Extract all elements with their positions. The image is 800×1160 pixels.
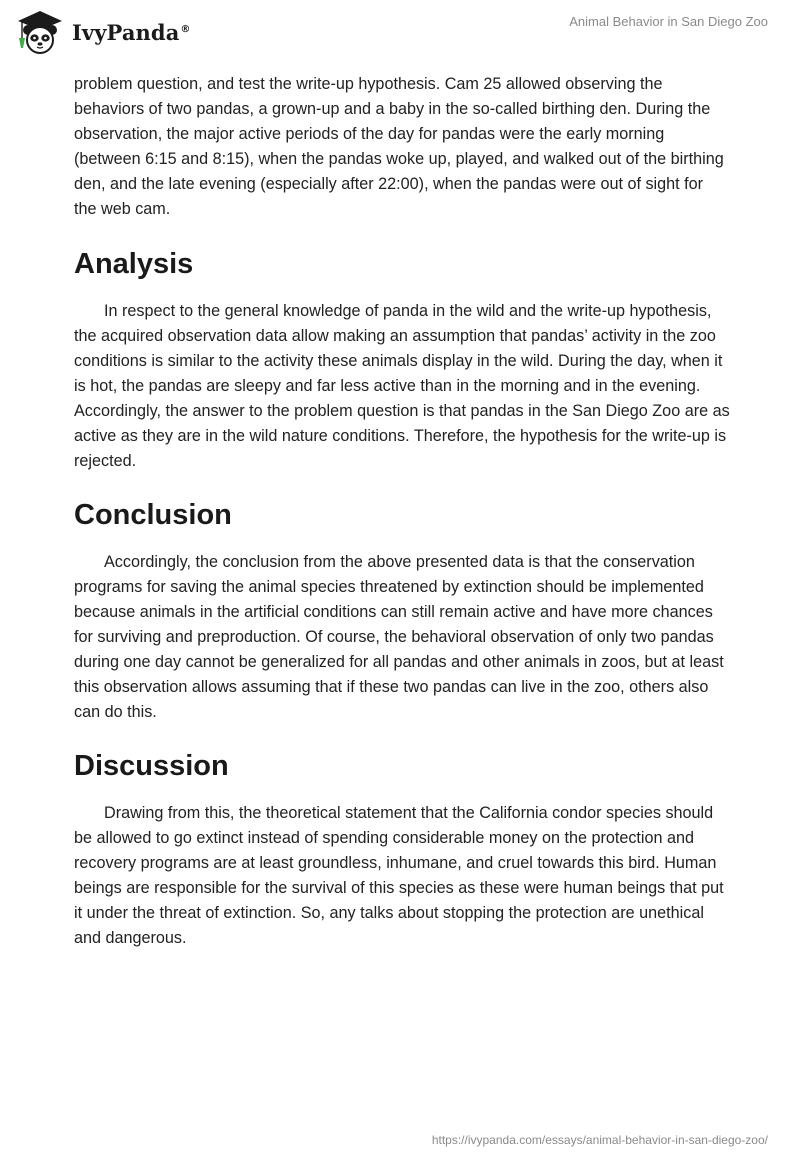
source-url-link[interactable]: https://ivypanda.com/essays/animal-behavior-in-san-diego-zoo/ [431, 1133, 768, 1147]
section-heading-conclusion: Conclusion [74, 499, 232, 531]
brand-name: IvyPanda® [72, 19, 191, 45]
section-heading-discussion: Discussion [74, 750, 229, 782]
registered-mark: ® [180, 23, 191, 35]
document-title: Animal Behavior in San Diego Zoo [569, 14, 768, 29]
section-text-discussion: Drawing from this, the theoretical statement that the California condor species should be allowed to go extinct instead of spending considerable money on the protection and recovery programs are at least groundless, inhumane, and cruel towards this bird. Human beings are responsible for the survival of this species as these were human beings that put it under the threat of extinction. So, any talks about stopping the protection are unethical and dangerous. [74, 804, 724, 947]
panda-graduation-cap-icon [14, 8, 64, 56]
brand-logo[interactable] [14, 8, 191, 56]
essay-content [74, 72, 730, 951]
section-text-analysis: In respect to the general knowledge of panda in the wild and the write-up hypothesis, the acquired observation data allow making an assumption that pandas’ activity in the zoo conditions is similar to the activity these animals display in the wild. During the day, when it is hot, the pandas are sleepy and far less active than in the morning and in the evening. Accordingly, the answer to the problem question is that pandas in the San Diego Zoo are as active as they are in the wild nature conditions. Therefore, the hypothesis for the write-up is rejected. [74, 302, 730, 470]
section-heading-analysis: Analysis [74, 248, 194, 280]
page-header [0, 0, 800, 62]
intro-paragraph: problem question, and test the write-up hypothesis. Cam 25 allowed observing the behaviors of two pandas, a grown-up and a baby in the so-called birthing den. During the observation, the major active periods of the day for pandas were the early morning (between 6:15 and 8:15), when the pandas woke up, played, and walked out of the birthing den, and the late evening (especially after 22:00), when the pandas were out of sight for the web cam. [74, 75, 724, 218]
section-text-conclusion: Accordingly, the conclusion from the above presented data is that the conservation programs for saving the animal species threatened by extinction should be implemented because animals in the artificial conditions can still remain active and have more chances for surviving and preproduction. Of course, the behavioral observation of only two pandas during one day cannot be generalized for all pandas and other animals in zoos, but at least this observation allows assuming that if these two pandas can live in the zoo, others also can do this. [74, 553, 724, 721]
